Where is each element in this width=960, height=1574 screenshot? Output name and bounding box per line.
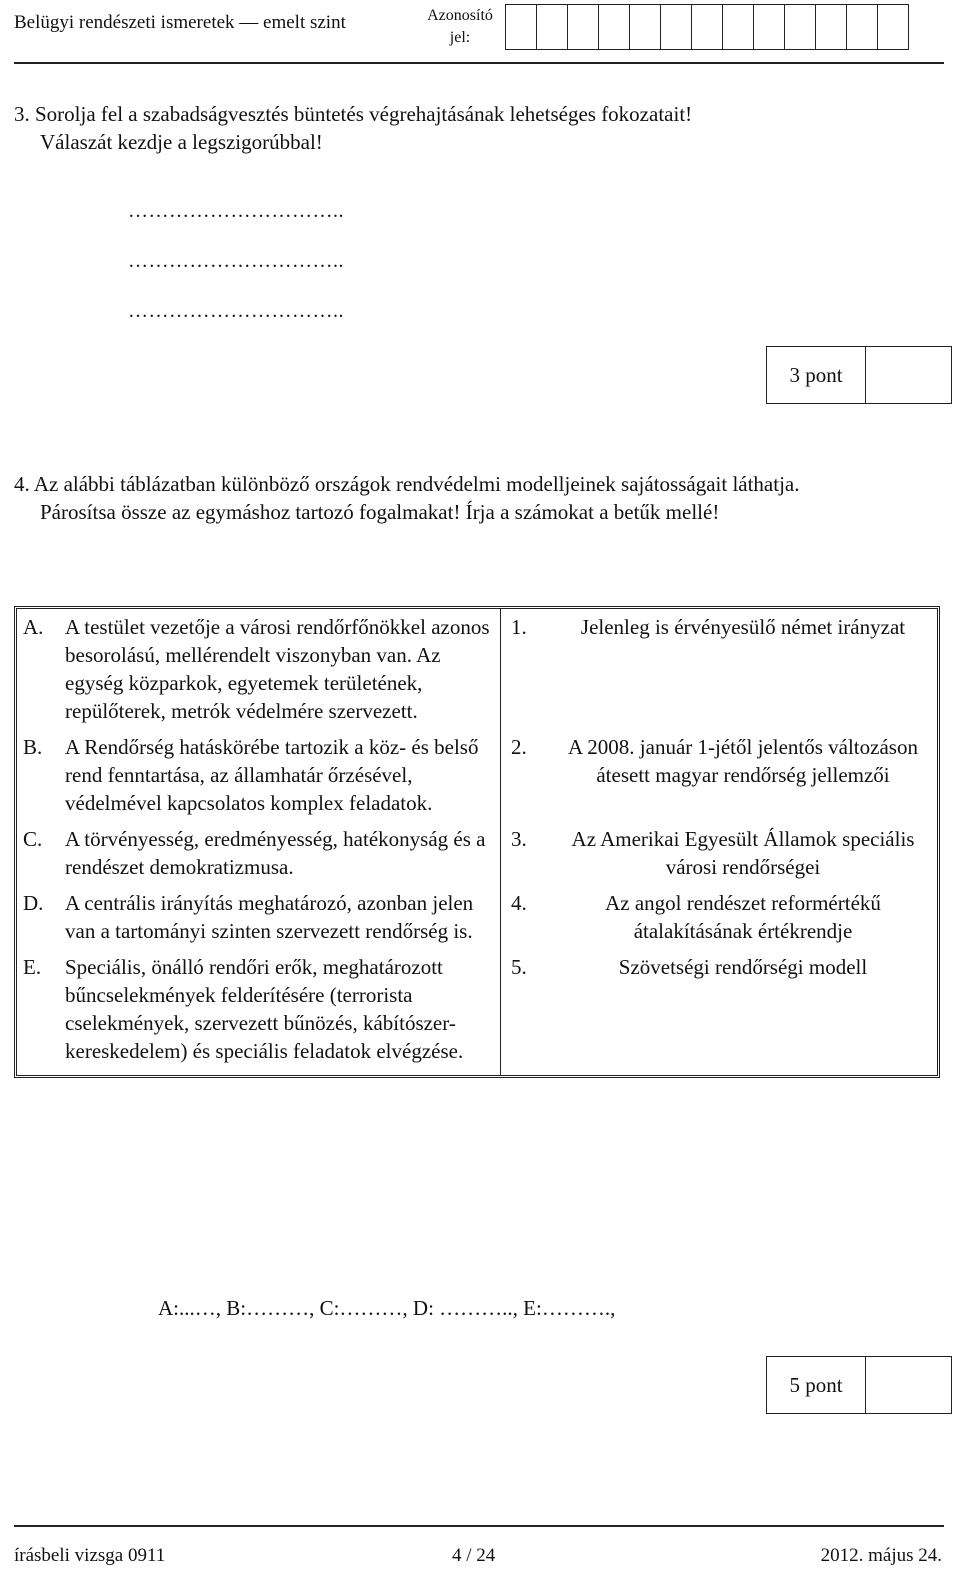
score-label: 3 pont [767,347,866,403]
id-boxes [506,4,909,50]
score-box-q3 [766,346,952,404]
answer-line[interactable]: ………………………….. [128,250,344,272]
question-4 [14,470,944,526]
question-4-line2: Párosítsa össze az egymáshoz tartozó fogalmakat! Írja a számokat a betűk mellé! [40,500,720,524]
question-4-line1: 4. Az alábbi táblázatban különböző országok rendvédelmi modelljeinek sajátosságait láthatja. [14,472,800,496]
score-entry[interactable] [866,347,951,403]
id-box[interactable] [846,4,878,50]
row-letter: D. [23,891,44,915]
id-box[interactable] [722,4,754,50]
row-number: 5. [511,955,527,979]
answer-line[interactable]: ………………………….. [128,200,344,222]
id-box[interactable] [629,4,661,50]
row-model: Szövetségi rendőrségi modell [618,955,868,979]
score-box-q4 [766,1356,952,1414]
row-model: Az Amerikai Egyesült Államok speciális városi rendőrségei [571,827,915,879]
row-model: Jelenleg is érvényesülő német irányzat [580,615,906,639]
id-box[interactable] [598,4,630,50]
row-description: Speciális, önálló rendőri erők, meghatározott bűncselekmények felderítésére (terrorista cselekmények, szervezett bűnözés, kábítószer-kereskedelem) és speciális feladatok elvégzése. [65,953,501,1075]
score-label: 5 pont [767,1357,866,1413]
id-label-line1: Azonosító [427,7,493,24]
id-box[interactable] [815,4,847,50]
row-letter: B. [23,735,43,759]
question-3-line1: 3. Sorolja fel a szabadságvesztés büntetés végrehajtásának lehetséges fokozatait! [14,102,693,126]
answer-line[interactable]: ………………………….. [128,300,344,322]
exam-title: Belügyi rendészeti ismeretek — emelt szint [14,12,346,33]
id-label-line2: jel: [449,29,471,46]
row-number: 2. [511,735,527,759]
id-box[interactable] [567,4,599,50]
id-label [420,5,500,49]
row-model: A 2008. január 1-jétől jelentős változáson átesett magyar rendőrség jellemzői [568,735,918,787]
matching-answer-line[interactable]: A:...…, B:………, C:………, D: ……….., E:………., [158,1296,616,1320]
id-box[interactable] [660,4,692,50]
row-description: A Rendőrség hatáskörébe tartozik a köz- és belső rend fenntartása, az államhatár őrzésével, védelmével kapcsolatos komplex feladatok. [65,733,501,825]
footer-page-number: 4 / 24 [452,1545,496,1566]
id-box[interactable] [753,4,785,50]
row-number: 3. [511,827,527,851]
row-number: 4. [511,891,527,915]
table-row [17,825,937,889]
id-box[interactable] [877,4,909,50]
row-letter: E. [23,955,42,979]
footer-date: 2012. május 24. [820,1545,942,1566]
header-rule [14,62,944,64]
footer-rule [14,1525,944,1527]
table-row [17,733,937,825]
row-description: A testület vezetője a városi rendőrfőnökkel azonos besorolású, mellérendelt viszonyban van. Az egység közparkok, egyetemek területének, repülőterek, metrók védelmére szervezett. [65,609,501,733]
row-model: Az angol rendészet reformértékű átalakításának értékrendje [605,891,881,943]
table-row [17,953,937,1075]
question-3 [14,100,944,156]
row-letter: A. [23,615,44,639]
matching-table [14,606,940,1078]
footer-exam-code: írásbeli vizsga 0911 [14,1545,166,1566]
row-description: A centrális irányítás meghatározó, azonban jelen van a tartományi szinten szervezett rendőrség is. [65,889,501,953]
question-3-line2: Válaszát kezdje a legszigorúbbal! [40,130,323,154]
id-box[interactable] [691,4,723,50]
id-box[interactable] [784,4,816,50]
row-letter: C. [23,827,43,851]
table-row [17,609,937,733]
row-description: A törvényesség, eredményesség, hatékonyság és a rendészet demokratizmusa. [65,825,501,889]
row-number: 1. [511,615,527,639]
table-row [17,889,937,953]
score-entry[interactable] [866,1357,951,1413]
id-box[interactable] [505,4,537,50]
id-box[interactable] [536,4,568,50]
